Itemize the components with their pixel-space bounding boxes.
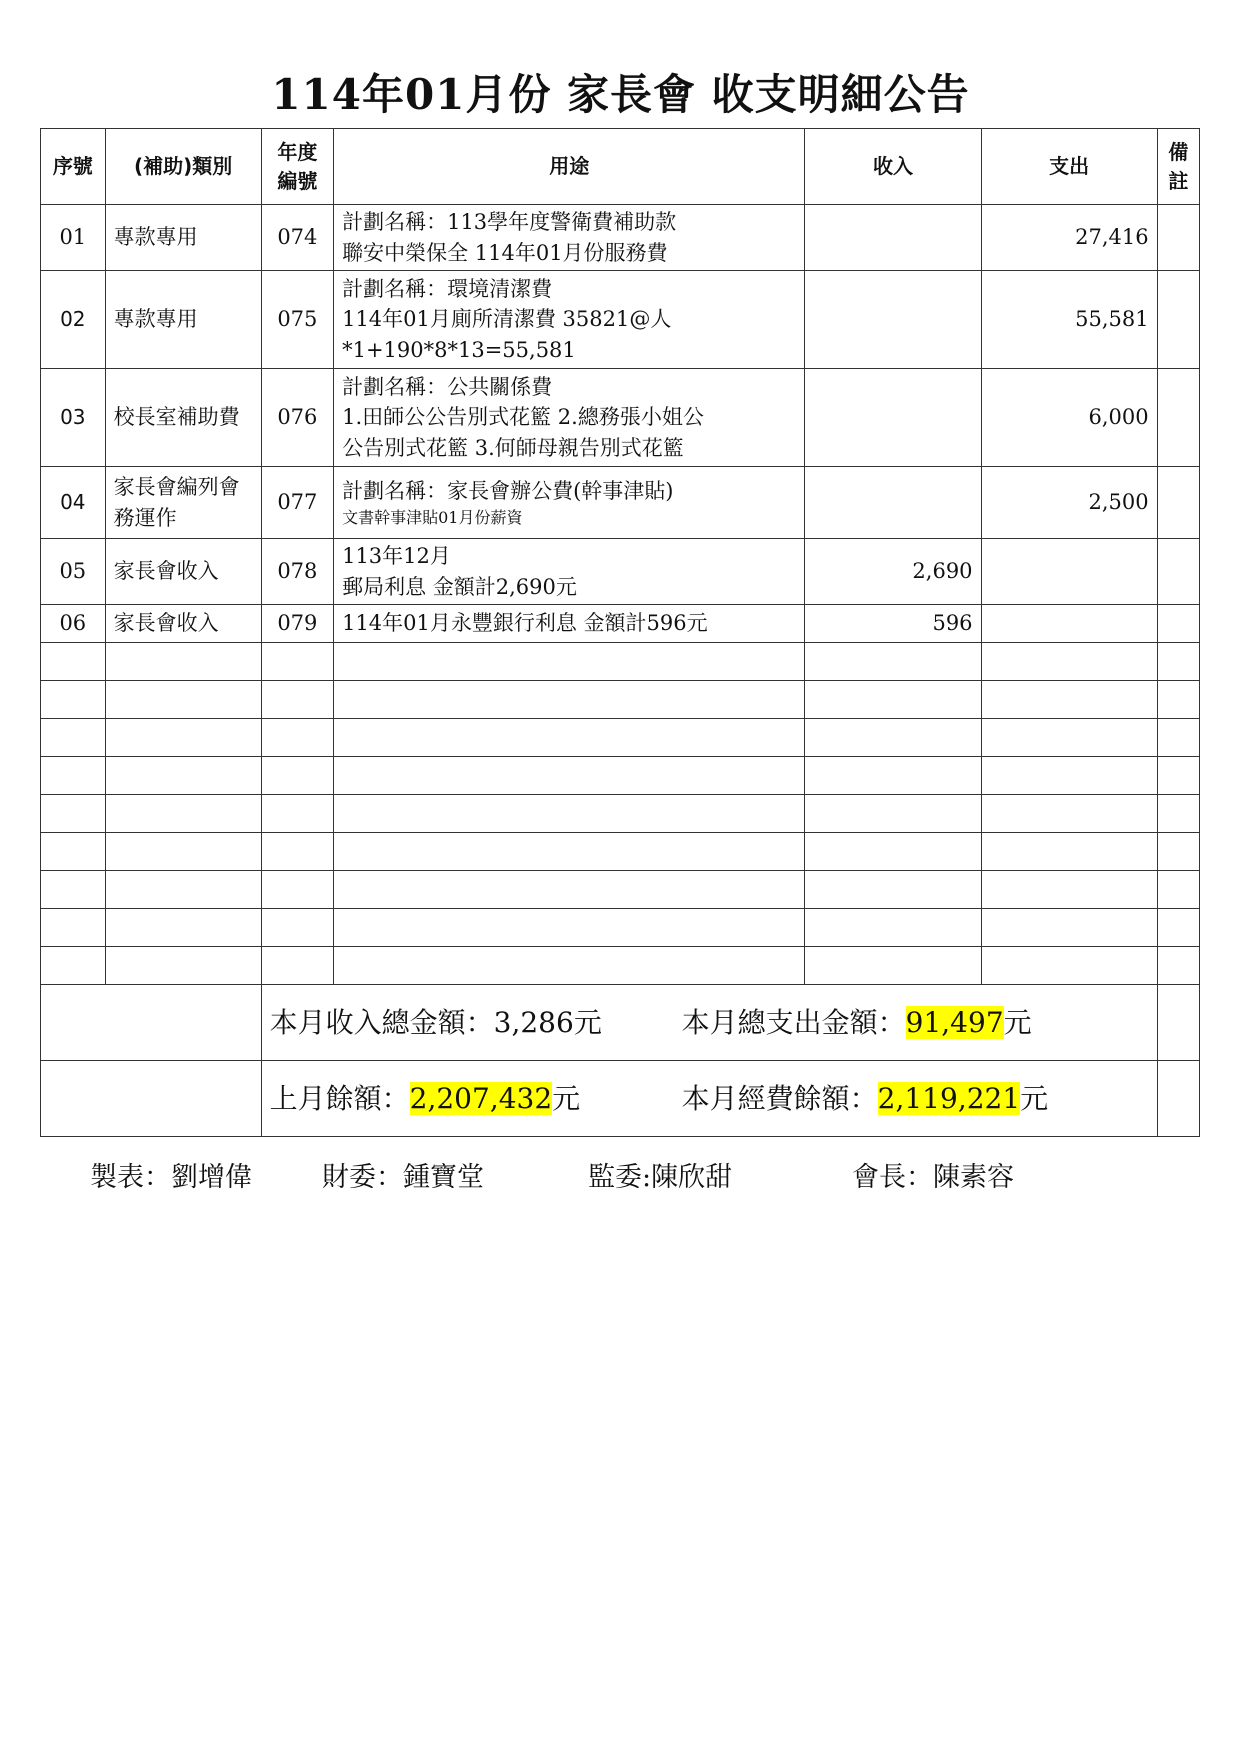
header-remarks: 備註 — [1157, 129, 1199, 205]
row-code: 077 — [261, 467, 333, 539]
signature-supervisor: 監委:陳欣甜 — [588, 1162, 733, 1193]
empty-table-row — [41, 643, 1200, 681]
row-purpose — [334, 605, 805, 643]
header-expense: 支出 — [981, 129, 1157, 205]
table-row — [41, 205, 1200, 271]
purpose-line: 計劃名稱：家長會辦公費(幹事津貼) — [342, 478, 674, 503]
income-total-label: 本月收入總金額： — [269, 1006, 494, 1039]
header-seq: 序號 — [41, 129, 106, 205]
unit-label: 元 — [552, 1082, 581, 1115]
header-income: 收入 — [805, 129, 981, 205]
row-category: 家長會編列會務運作 — [105, 467, 261, 539]
row-remarks — [1157, 605, 1199, 643]
document-title: 114年01月份 家長會 收支明細公告 — [271, 70, 970, 119]
row-seq: 02 — [41, 271, 106, 369]
purpose-line: *1+190*8*13=55,581 — [342, 337, 576, 362]
row-code: 074 — [261, 205, 333, 271]
empty-table-row — [41, 757, 1200, 795]
row-expense: 2,500 — [981, 467, 1157, 539]
current-balance-value: 2,119,221 — [877, 1082, 1021, 1115]
summary-row-balances — [41, 1061, 1200, 1137]
purpose-line: 郵局利息 金額計2,690元 — [342, 574, 577, 599]
empty-table-row — [41, 719, 1200, 757]
purpose-line: 計劃名稱：公共關係費 — [342, 374, 553, 399]
signature-maker: 製表：劉增偉 — [90, 1162, 252, 1193]
row-code: 079 — [261, 605, 333, 643]
signature-finance: 財委：鍾寶堂 — [322, 1162, 484, 1193]
row-expense: 27,416 — [981, 205, 1157, 271]
row-seq: 04 — [41, 467, 106, 539]
row-remarks — [1157, 205, 1199, 271]
row-expense — [981, 539, 1157, 605]
purpose-line: 計劃名稱：113學年度警衛費補助款 — [342, 210, 677, 235]
table-row — [41, 539, 1200, 605]
row-remarks — [1157, 271, 1199, 369]
totals-cell — [261, 985, 1157, 1061]
header-code: 年度編號 — [261, 129, 333, 205]
table-row — [41, 369, 1200, 467]
row-expense: 6,000 — [981, 369, 1157, 467]
signature-chair: 會長：陳素容 — [852, 1162, 1014, 1193]
row-purpose — [334, 539, 805, 605]
row-purpose — [334, 271, 805, 369]
row-category: 家長會收入 — [105, 605, 261, 643]
unit-label: 元 — [1003, 1006, 1032, 1039]
row-code: 076 — [261, 369, 333, 467]
ledger-body — [41, 205, 1200, 1137]
purpose-line: 114年01月永豐銀行利息 金額計596元 — [342, 611, 708, 636]
empty-table-row — [41, 681, 1200, 719]
row-seq: 06 — [41, 605, 106, 643]
row-purpose — [334, 205, 805, 271]
row-category: 校長室補助費 — [105, 369, 261, 467]
row-code: 078 — [261, 539, 333, 605]
empty-table-row — [41, 871, 1200, 909]
row-income: 596 — [805, 605, 981, 643]
row-seq: 03 — [41, 369, 106, 467]
summary-row-totals — [41, 985, 1200, 1061]
purpose-line: 文書幹事津貼01月份薪資 — [342, 508, 523, 528]
expense-total-value: 91,497 — [905, 1006, 1004, 1039]
balances-cell — [261, 1061, 1157, 1137]
ledger-table — [40, 128, 1200, 1137]
row-income — [805, 271, 981, 369]
purpose-line: 聯安中榮保全 114年01月份服務費 — [342, 240, 668, 265]
row-income — [805, 467, 981, 539]
empty-table-row — [41, 947, 1200, 985]
row-expense — [981, 605, 1157, 643]
row-purpose — [334, 369, 805, 467]
table-row — [41, 467, 1200, 539]
row-seq: 01 — [41, 205, 106, 271]
row-remarks — [1157, 369, 1199, 467]
header-purpose: 用途 — [334, 129, 805, 205]
row-category: 專款專用 — [105, 205, 261, 271]
header-category: (補助)類別 — [105, 129, 261, 205]
row-category: 專款專用 — [105, 271, 261, 369]
purpose-line: 計劃名稱：環境清潔費 — [342, 276, 553, 301]
row-expense: 55,581 — [981, 271, 1157, 369]
current-balance-label: 本月經費餘額： — [681, 1082, 878, 1115]
table-row — [41, 605, 1200, 643]
row-income: 2,690 — [805, 539, 981, 605]
row-income — [805, 369, 981, 467]
row-purpose — [334, 467, 805, 539]
empty-table-row — [41, 795, 1200, 833]
purpose-line: 公告別式花籃 3.何師母親告別式花籃 — [342, 435, 684, 460]
row-income — [805, 205, 981, 271]
row-category: 家長會收入 — [105, 539, 261, 605]
table-header-row — [41, 129, 1200, 205]
unit-label: 元 — [1020, 1082, 1049, 1115]
last-balance-value: 2,207,432 — [409, 1082, 553, 1115]
row-remarks — [1157, 539, 1199, 605]
last-balance-label: 上月餘額： — [269, 1082, 410, 1115]
purpose-line: 114年01月廁所清潔費 35821@人 — [342, 307, 672, 332]
income-total-value: 3,286 — [493, 1006, 574, 1039]
row-seq: 05 — [41, 539, 106, 605]
unit-label: 元 — [573, 1006, 602, 1039]
purpose-line: 113年12月 — [342, 544, 451, 569]
row-remarks — [1157, 467, 1199, 539]
row-code: 075 — [261, 271, 333, 369]
empty-table-row — [41, 833, 1200, 871]
purpose-line: 1.田師公公告別式花籃 2.總務張小姐公 — [342, 405, 704, 430]
table-row — [41, 271, 1200, 369]
expense-total-label: 本月總支出金額： — [681, 1006, 906, 1039]
empty-table-row — [41, 909, 1200, 947]
